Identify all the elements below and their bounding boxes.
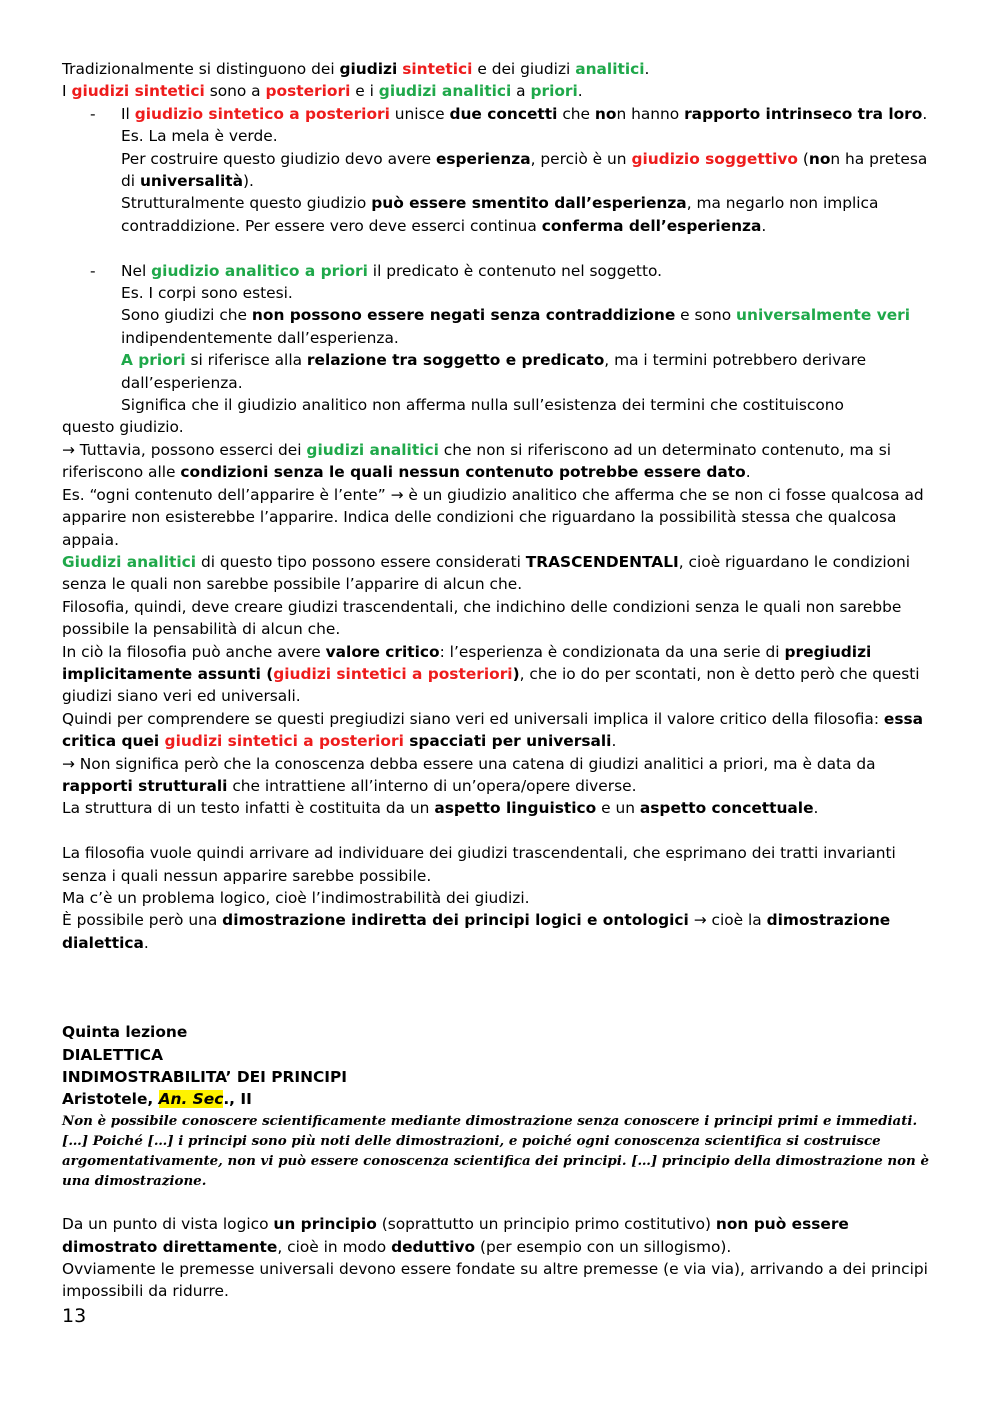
- highlighted-citation: An. Sec: [158, 1090, 224, 1109]
- text-bold: essa critica quei: [62, 709, 924, 751]
- section-heading: [62, 1021, 938, 1043]
- text: La struttura di un testo infatti è costituita da un: [62, 799, 435, 818]
- text: I: [62, 82, 72, 101]
- text: .: [745, 463, 751, 482]
- text: e sono: [675, 306, 737, 325]
- text: , cioè in modo: [277, 1237, 392, 1256]
- text-line: questo giudizio.: [62, 418, 184, 437]
- term-green: giudizi analitici: [378, 82, 512, 101]
- text-bold: giudizi: [339, 60, 398, 78]
- term-red: giudizi sintetici a posteriori: [164, 732, 404, 751]
- example-line: Es. I corpi sono estesi.: [121, 284, 293, 303]
- paragraph: Es. “ogni contenuto dell’apparire è l’ente” → è un giudizio analitico che afferma che se non ci fosse qualcosa ad apparire non esisterebbe l’apparire. Indica delle condizioni che riguardano la possibilità stessa che qualcosa appaia.: [62, 485, 924, 549]
- term-red: posteriori: [265, 82, 351, 101]
- spacer: [62, 1191, 938, 1213]
- text-bold: ): [512, 664, 520, 683]
- example-line: Es. La mela è verde.: [121, 127, 278, 146]
- text: n hanno: [616, 104, 685, 123]
- term-green: giudizi analitici: [306, 440, 439, 459]
- paragraph: Ma c’è un problema logico, cioè l’indimostrabilità dei giudizi.: [62, 889, 530, 907]
- list-dash: -: [90, 261, 96, 280]
- spacer: [62, 954, 938, 1021]
- paragraph: [121, 304, 938, 349]
- text: Strutturalmente questo giudizio: [121, 194, 372, 213]
- paragraph: [62, 551, 938, 596]
- text: Sono giudizi che: [121, 306, 252, 325]
- text: , che io do per scontati, non è detto però che questi giudizi siano veri ed universali.: [62, 664, 920, 706]
- term-green: universalmente veri: [736, 306, 911, 325]
- paragraph: [121, 192, 938, 237]
- text-bold: relazione tra soggetto e predicato: [306, 351, 605, 370]
- paragraph: [121, 260, 938, 282]
- text: , ma negarlo non implica contraddizione. Per essere vero deve esserci continua: [121, 194, 879, 235]
- text: , cioè riguardano le condizioni senza le quali non sarebbe possibile l’apparire di alcun che.: [62, 552, 911, 594]
- text: Il: [121, 104, 135, 123]
- paragraph: La filosofia vuole quindi arrivare ad individuare dei giudizi trascendentali, che esprimano dei tratti invarianti senza i quali nessun apparire sarebbe possibile.: [62, 844, 896, 885]
- text: che: [557, 104, 595, 123]
- text-bold: pregiudizi implicitamente assunti (: [62, 642, 872, 683]
- text: sono a: [204, 82, 266, 101]
- text: Quindi per comprendere se questi pregiudizi siano veri ed universali implica il valore critico della filosofia:: [62, 709, 884, 728]
- text-bold: dimostrazione indiretta dei principi logici e ontologici: [222, 911, 689, 930]
- text: , ma i termini potrebbero derivare dall’esperienza.: [121, 351, 867, 392]
- text: .: [813, 799, 819, 818]
- text: di questo tipo possono essere considerati: [196, 552, 526, 571]
- text: (: [797, 149, 809, 168]
- paragraph: [121, 148, 938, 193]
- paragraph: Ovviamente le premesse universali devono essere fondate su altre premesse (e via via), arrivando a dei principi impossibili da ridurre.: [62, 1260, 928, 1301]
- text: → Tuttavia, possono esserci dei: [62, 440, 307, 459]
- text: Nel: [121, 261, 152, 280]
- text-bold: un principio: [273, 1215, 377, 1234]
- text: .: [143, 933, 149, 952]
- paragraph: [121, 349, 938, 394]
- text-bold: condizioni senza le quali nessun contenuto potrebbe essere dato: [180, 463, 746, 482]
- text-bold: rapporti strutturali: [62, 776, 228, 795]
- text-bold: rapporto intrinseco tra loro: [684, 104, 923, 123]
- text-line: Significa che il giudizio analitico non afferma nulla sull’esistenza dei termini che costituiscono: [121, 396, 844, 415]
- spacer: [62, 820, 938, 842]
- text: che non si riferiscono ad un determinato contenuto, ma si riferiscono alle: [62, 440, 891, 482]
- paragraph: [62, 1213, 938, 1258]
- section-heading: [62, 1044, 938, 1066]
- paragraph: [62, 708, 938, 753]
- heading-text: INDIMOSTRABILITA’ DEI PRINCIPI: [62, 1068, 347, 1087]
- text: e i: [350, 82, 379, 101]
- quote-block: Non è possibile conoscere scientificamente mediante dimostrazione senza conoscere i principi primi e immediati. […] Poiché […] i principi sono più noti delle dimostrazioni, e poiché ogni conoscenza scientifica si costruisce argomentativamente, non vi può essere conoscenza scientifica dei principi. […] principio della dimostrazione non è una dimostrazione.: [62, 1112, 929, 1189]
- text-bold: non può essere dimostrato direttamente: [62, 1215, 849, 1256]
- term-red: sintetici: [402, 60, 473, 78]
- text: (soprattutto un principio primo costitutivo): [376, 1215, 716, 1234]
- text: .: [611, 732, 617, 751]
- text: → Non significa però che la conoscenza debba essere una catena di giudizi analitici a priori, ma è data da: [62, 754, 876, 773]
- paragraph: [62, 753, 938, 798]
- text-bold: due concetti: [449, 104, 558, 123]
- text: unisce: [389, 104, 450, 123]
- text-bold: conferma dell’esperienza: [541, 216, 762, 235]
- text: e dei giudizi: [472, 60, 576, 78]
- text: e un: [596, 799, 640, 818]
- text-bold: universalità: [139, 172, 244, 191]
- text: In ciò la filosofia può anche avere: [62, 642, 326, 661]
- term-red: giudizi sintetici a posteriori: [273, 664, 513, 683]
- text: ).: [243, 172, 254, 191]
- text-bold: non possono essere negati senza contraddizione: [251, 306, 676, 325]
- text: Da un punto di vista logico: [62, 1215, 274, 1234]
- paragraph: [62, 58, 938, 80]
- text: → cioè la: [688, 911, 767, 930]
- text-bold: può essere smentito dall’esperienza: [371, 194, 687, 213]
- term-green: priori: [530, 82, 578, 101]
- heading-text: Quinta lezione: [62, 1023, 188, 1042]
- section-heading: [62, 1088, 938, 1110]
- text-bold: no: [808, 149, 831, 168]
- text: indipendentemente dall’esperienza.: [121, 328, 399, 347]
- spacer: [62, 237, 938, 259]
- list-item: [62, 260, 938, 417]
- text-bold: dimostrazione dialettica: [62, 911, 891, 952]
- text-bold: no: [594, 104, 617, 123]
- text: che intrattiene all’interno di un’opera/opere diverse.: [227, 776, 637, 795]
- paragraph: [62, 641, 938, 708]
- term-red: giudizio soggettivo: [631, 149, 798, 168]
- term-red: giudizio sintetico a posteriori: [134, 104, 390, 123]
- text: il predicato è contenuto nel soggetto.: [367, 261, 663, 280]
- term-green: analitici: [575, 60, 645, 78]
- text: : l’esperienza è condizionata da una serie di: [439, 642, 785, 661]
- text-bold: aspetto concettuale: [639, 799, 814, 818]
- paragraph: [62, 80, 938, 102]
- text: .: [577, 82, 583, 101]
- term-green: giudizio analitico a priori: [151, 261, 368, 280]
- text-bold: deduttivo: [391, 1237, 476, 1256]
- list-item: [62, 103, 938, 237]
- heading-text: DIALETTICA: [62, 1045, 164, 1064]
- paragraph: Filosofia, quindi, deve creare giudizi trascendentali, che indichino delle condizioni senza le quali non sarebbe possibile la pensabilità di alcun che.: [62, 597, 902, 639]
- text: È possibile però una: [62, 911, 223, 930]
- text-bold: esperienza: [435, 149, 531, 168]
- text: , perciò è un: [530, 149, 632, 168]
- paragraph: [62, 909, 938, 954]
- text: .: [761, 216, 767, 235]
- text-bold: TRASCENDENTALI: [525, 552, 679, 571]
- text: n ha pretesa di: [121, 149, 928, 191]
- text-bold: aspetto linguistico: [434, 799, 597, 818]
- text: (per esempio con un sillogismo).: [475, 1237, 732, 1256]
- text: .: [922, 104, 928, 123]
- term-red: giudizi sintetici: [71, 82, 205, 101]
- text-bold: valore critico: [325, 642, 440, 661]
- paragraph: [62, 439, 938, 484]
- text-bold: spacciati per universali: [403, 732, 612, 751]
- list-dash: -: [90, 104, 96, 123]
- text: .: [644, 60, 650, 78]
- page-number: 13: [62, 1304, 87, 1327]
- text: si riferisce alla: [185, 351, 307, 370]
- heading-text: Aristotele,: [62, 1090, 159, 1109]
- text: a: [511, 82, 531, 101]
- term-green: Giudizi analitici: [62, 552, 197, 571]
- text: Tradizionalmente si distinguono dei: [62, 60, 340, 78]
- heading-text: ., II: [223, 1090, 252, 1109]
- section-heading: [62, 1066, 938, 1088]
- paragraph: [62, 797, 938, 819]
- paragraph: [121, 103, 938, 125]
- text: Per costruire questo giudizio devo avere: [121, 149, 436, 168]
- term-green: A priori: [121, 351, 186, 370]
